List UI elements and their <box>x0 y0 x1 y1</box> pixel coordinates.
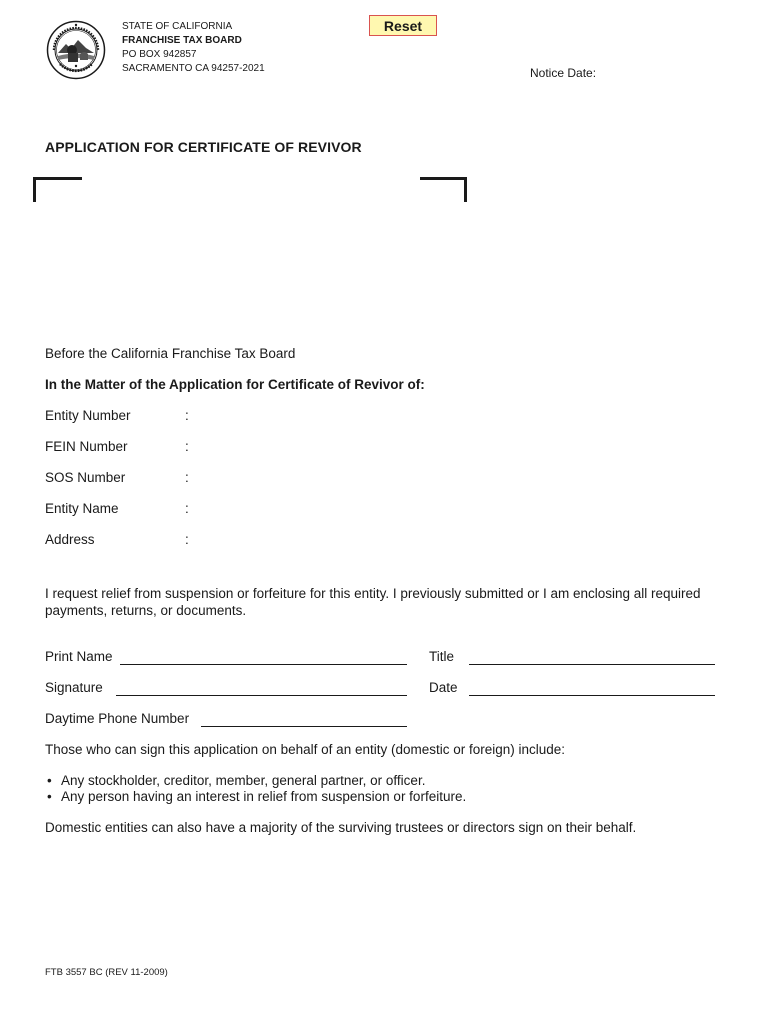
fein-number-label: FEIN Number <box>45 439 128 454</box>
matter-heading: In the Matter of the Application for Certificate of Revivor of: <box>45 377 425 392</box>
agency-name: FRANCHISE TAX BOARD <box>122 35 242 46</box>
agency-address-block <box>122 20 265 76</box>
sos-number-label: SOS Number <box>45 470 126 485</box>
relief-request-text: I request relief from suspension or forfeiture for this entity. I previously submitted or I am enclosing all required payments, returns, or documents. <box>45 586 701 618</box>
entity-number-colon: : <box>185 408 189 423</box>
form-title: APPLICATION FOR CERTIFICATE OF REVIVOR <box>45 139 362 155</box>
date-field[interactable] <box>469 695 715 696</box>
title-field[interactable] <box>469 664 715 665</box>
form-number-footer: FTB 3557 BC (REV 11-2009) <box>45 967 168 978</box>
entity-name-colon: : <box>185 501 189 516</box>
before-board-text: Before the California Franchise Tax Board <box>45 346 296 361</box>
who-can-sign-text: Those who can sign this application on behalf of an entity (domestic or foreign) include: <box>45 742 566 757</box>
print-name-label: Print Name <box>45 649 113 664</box>
address-window-corner-left <box>33 177 82 202</box>
agency-state: STATE OF CALIFORNIA <box>122 21 233 32</box>
phone-field[interactable] <box>201 726 407 727</box>
signature-field[interactable] <box>116 695 407 696</box>
signature-label: Signature <box>45 680 103 695</box>
print-name-field[interactable] <box>120 664 407 665</box>
phone-label: Daytime Phone Number <box>45 711 190 726</box>
address-label: Address <box>45 532 95 547</box>
date-label: Date <box>429 680 458 695</box>
agency-po-box: PO BOX 942857 <box>122 49 197 60</box>
entity-number-label: Entity Number <box>45 408 131 423</box>
entity-name-label: Entity Name <box>45 501 119 516</box>
notice-date-label: Notice Date: <box>530 66 597 80</box>
reset-button[interactable]: Reset <box>369 15 437 36</box>
fein-number-colon: : <box>185 439 189 454</box>
address-colon: : <box>185 532 189 547</box>
sos-number-colon: : <box>185 470 189 485</box>
california-seal-icon <box>46 20 106 80</box>
eligible-signers-list <box>45 773 466 805</box>
list-item: • Any stockholder, creditor, member, general partner, or officer. <box>45 773 466 789</box>
agency-city: SACRAMENTO CA 94257-2021 <box>122 63 265 74</box>
address-window-corner-right <box>420 177 467 202</box>
domestic-entities-text: Domestic entities can also have a majority of the surviving trustees or directors sign on their behalf. <box>45 820 637 835</box>
title-label: Title <box>429 649 455 664</box>
list-item: • Any person having an interest in relief from suspension or forfeiture. <box>45 789 466 805</box>
